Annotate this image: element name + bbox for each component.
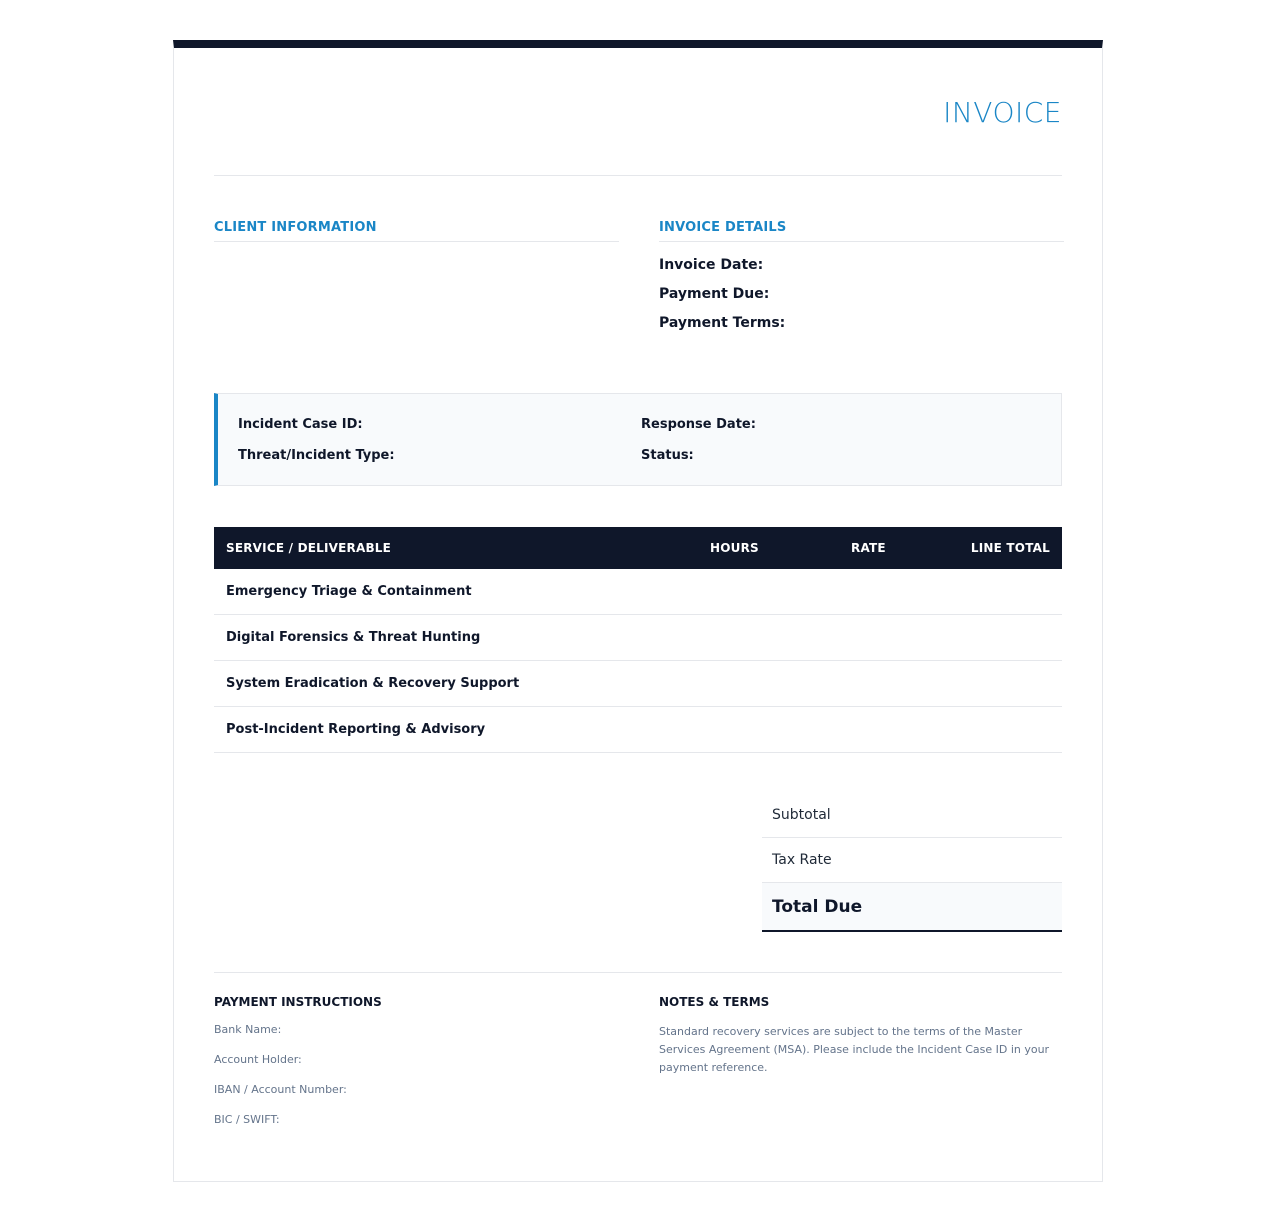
column-rate: RATE	[851, 541, 886, 555]
header-divider	[214, 175, 1062, 176]
table-row	[214, 569, 1062, 615]
column-service: SERVICE / DELIVERABLE	[226, 541, 392, 555]
payment-terms-label: Payment Terms:	[659, 315, 786, 331]
service-name: Digital Forensics & Threat Hunting	[226, 630, 481, 645]
service-name: System Eradication & Recovery Support	[226, 676, 520, 691]
incident-summary-box	[214, 393, 1062, 486]
total-due-row	[762, 883, 1062, 932]
column-hours: HOURS	[710, 541, 759, 555]
status-label: Status:	[641, 448, 694, 463]
invoice-body	[214, 48, 1062, 1181]
client-information-heading: CLIENT INFORMATION	[214, 220, 619, 242]
service-name: Emergency Triage & Containment	[226, 584, 472, 599]
subtotal-label: Subtotal	[772, 807, 831, 823]
client-information-section	[214, 220, 619, 242]
column-line-total: LINE TOTAL	[970, 541, 1050, 555]
payment-instructions-section	[214, 995, 619, 1143]
invoice-title: INVOICE	[943, 96, 1062, 129]
payment-instructions-heading: PAYMENT INSTRUCTIONS	[214, 995, 382, 1009]
notes-terms-section	[659, 995, 1064, 1077]
services-table-header	[214, 527, 1062, 569]
table-row	[214, 707, 1062, 753]
table-row	[214, 661, 1062, 707]
services-table	[214, 527, 1062, 753]
notes-terms-text: Standard recovery services are subject to the terms of the Master Services Agreement (MSA). Please include the Incident Case ID in your payment reference.	[659, 1025, 1050, 1074]
footer-divider	[214, 972, 1062, 973]
tax-rate-label: Tax Rate	[772, 852, 832, 868]
service-name: Post-Incident Reporting & Advisory	[226, 722, 486, 737]
tax-rate-row	[762, 838, 1062, 883]
bank-name-label: Bank Name:	[214, 1023, 282, 1036]
incident-type-label: Threat/Incident Type:	[238, 448, 395, 463]
bic-swift-label: BIC / SWIFT:	[214, 1113, 280, 1126]
invoice-page	[173, 40, 1103, 1182]
payment-due-label: Payment Due:	[659, 286, 770, 302]
iban-label: IBAN / Account Number:	[214, 1083, 347, 1096]
invoice-details-list	[659, 256, 1064, 343]
notes-terms-heading: NOTES & TERMS	[659, 995, 770, 1009]
invoice-details-section	[659, 220, 1064, 343]
invoice-date-label: Invoice Date:	[659, 257, 764, 273]
invoice-details-heading: INVOICE DETAILS	[659, 220, 1064, 242]
response-date-label: Response Date:	[641, 417, 756, 432]
subtotal-row	[762, 793, 1062, 838]
table-row	[214, 615, 1062, 661]
account-holder-label: Account Holder:	[214, 1053, 302, 1066]
incident-case-id-label: Incident Case ID:	[238, 417, 363, 432]
totals-summary	[762, 793, 1062, 932]
total-due-label: Total Due	[772, 897, 863, 917]
